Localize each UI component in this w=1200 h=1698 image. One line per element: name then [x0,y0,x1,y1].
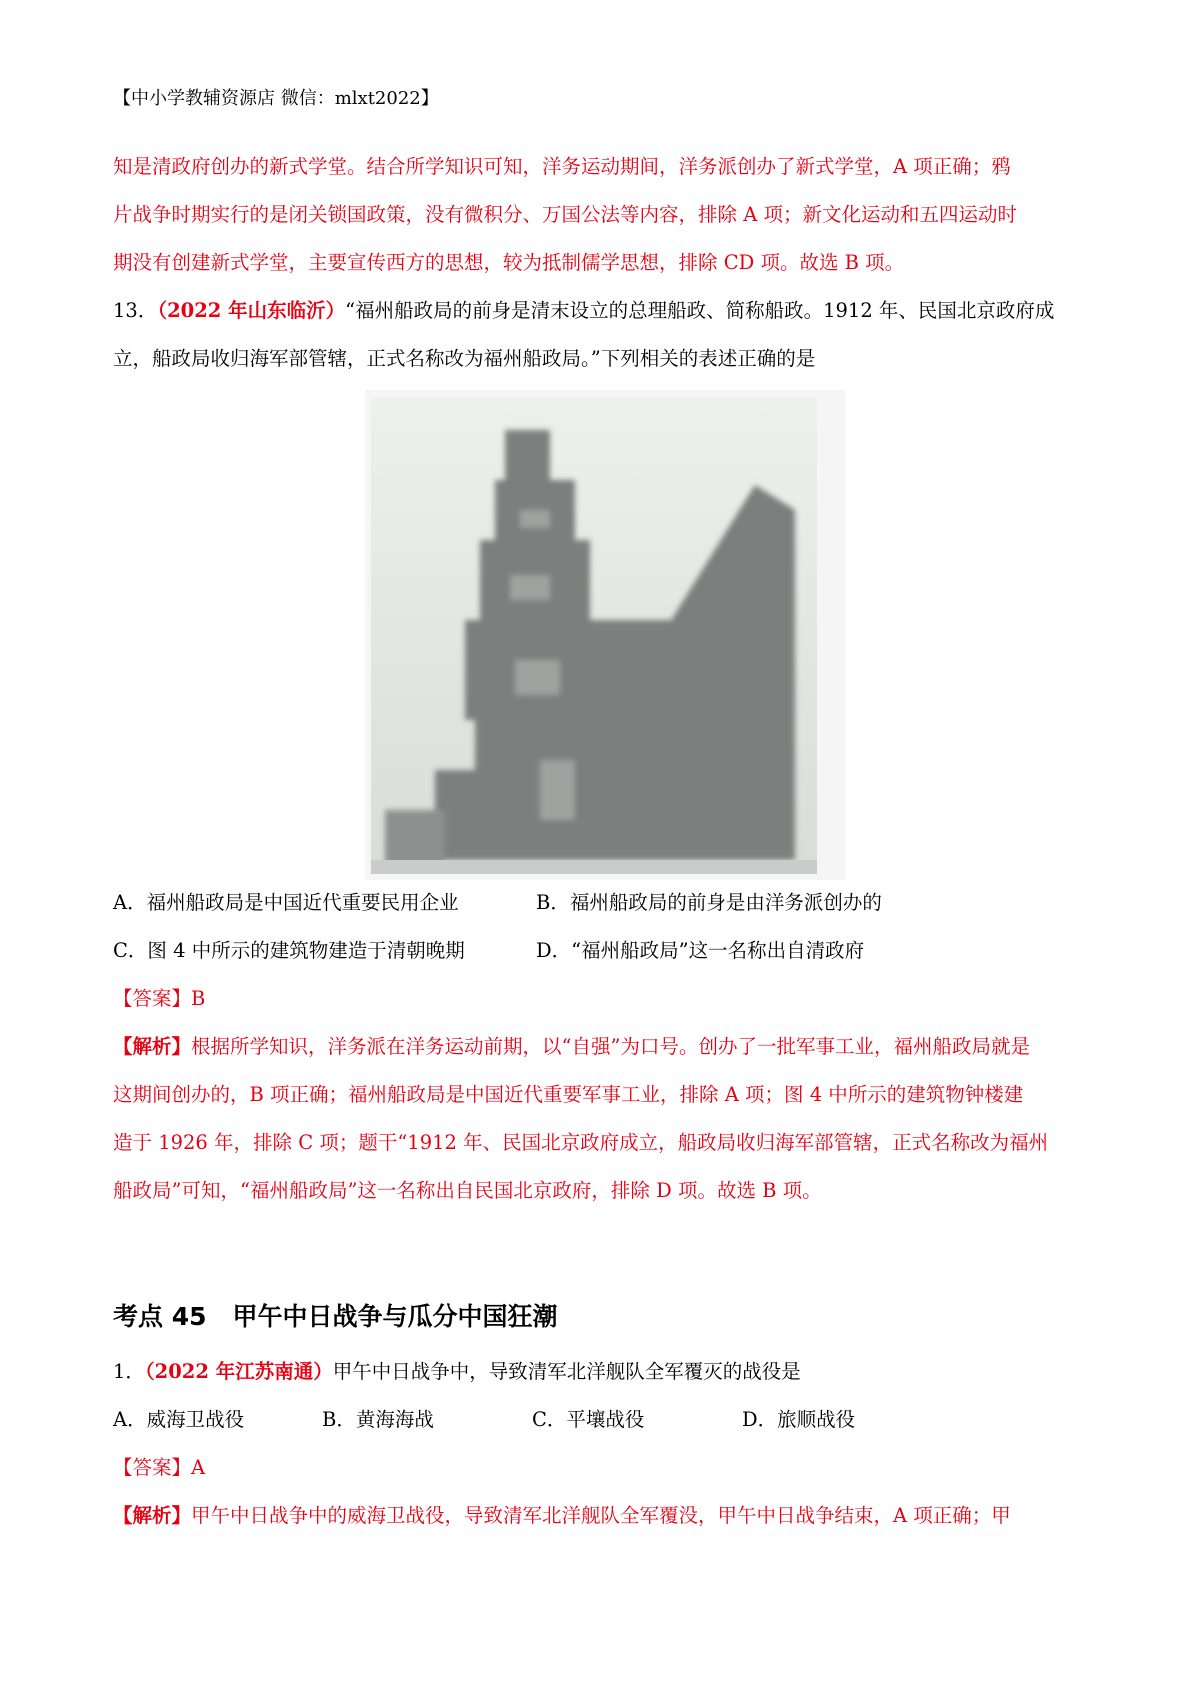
q1-option-c: C．平壤战役 [532,1408,645,1431]
q13-explanation-line-3: 造于 1926 年，排除 C 项；题干“1912 年、民国北京政府成立，船政局收归海军部管辖，正式名称改为福州 [113,1131,1049,1154]
q13-explanation-label: 【解析】 [113,1035,192,1058]
q1-source: （2022 年江苏南通） [144,1360,333,1383]
page-header: 【中小学教辅资源店 微信：mlxt2022】 [113,88,439,109]
q13-stem-text: “福州船政局的前身是清末设立的总理船政、简称船政。1912 年、民国北京政府成 [345,299,1055,322]
q1-stem [113,1357,1103,1387]
q1-answer: 【答案】A [113,1456,206,1479]
q13-explanation-line-2: 这期间创办的，B 项正确；福州船政局是中国近代重要军事工业，排除 A 项；图 4 中所示的建筑物钟楼建 [113,1083,1024,1106]
q13-number: 13． [113,299,158,322]
q13-explanation-text-1: 根据所学知识，洋务派在洋务运动前期，以“自强”为口号。创办了一批军事工业，福州船政局就是 [191,1035,1030,1058]
q13-option-d: D．“福州船政局”这一名称出自清政府 [536,939,865,962]
q1-option-a: A．威海卫战役 [113,1408,245,1431]
q1-explanation-line-1 [113,1501,1103,1531]
q13-option-c: C．图 4 中所示的建筑物建造于清朝晚期 [113,939,465,962]
prev-explanation-line-1: 知是清政府创办的新式学堂。结合所学知识可知，洋务运动期间，洋务派创办了新式学堂，A 项正确；鸦 [113,155,1011,178]
q13-stem-line-1 [113,296,1103,326]
q1-explanation-label: 【解析】 [113,1504,192,1527]
prev-explanation-line-3: 期没有创建新式学堂，主要宣传西方的思想，较为抵制儒学思想，排除 CD 项。故选 B 项。 [113,251,905,274]
clock-tower-photo [365,390,845,880]
section-number: 考点 45 [113,1302,207,1331]
section-title-text: 甲午中日战争与瓜分中国狂潮 [232,1302,558,1331]
q13-stem-line-2: 立，船政局收归海军部管辖，正式名称改为福州船政局。”下列相关的表述正确的是 [113,347,816,370]
q13-source: （2022 年山东临沂） [157,299,346,322]
q13-option-a: A．福州船政局是中国近代重要民用企业 [113,891,459,914]
q1-option-d: D．旅顺战役 [742,1408,856,1431]
q1-stem-text: 甲午中日战争中，导致清军北洋舰队全军覆灭的战役是 [332,1360,801,1383]
q13-explanation-line-1 [113,1032,1103,1062]
section-title [113,1300,558,1334]
q13-explanation-line-4: 船政局”可知，“福州船政局”这一名称出自民国北京政府，排除 D 项。故选 B 项。 [113,1179,822,1202]
q1-option-b: B．黄海海战 [322,1408,434,1431]
prev-explanation-line-2: 片战争时期实行的是闭关锁国政策，没有微积分、万国公法等内容，排除 A 项；新文化运动和五四运动时 [113,203,1017,226]
q1-number: 1． [113,1360,145,1383]
q1-explanation-text-1: 甲午中日战争中的威海卫战役，导致清军北洋舰队全军覆没，甲午中日战争结束，A 项正确；甲 [191,1504,1011,1527]
q13-option-b: B．福州船政局的前身是由洋务派创办的 [536,891,882,914]
q13-answer: 【答案】B [113,987,206,1010]
